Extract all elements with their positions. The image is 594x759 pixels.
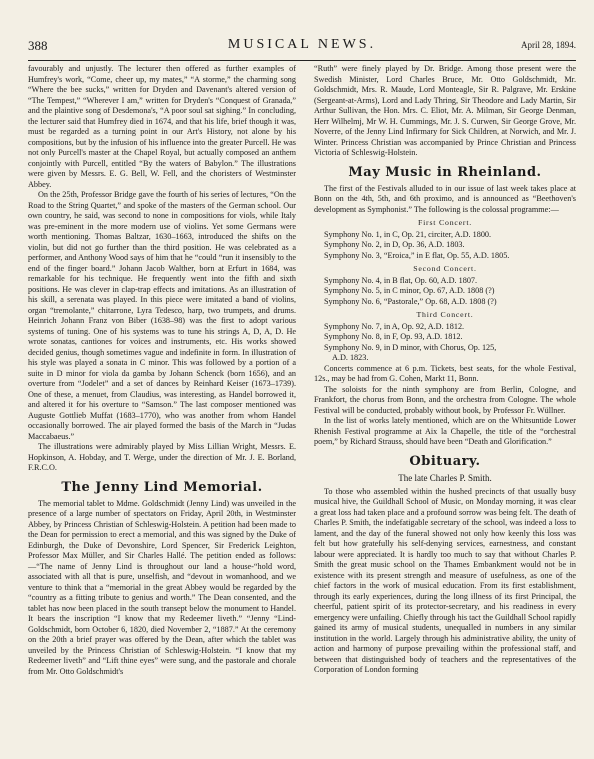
symphony-line: Symphony No. 7, in A, Op. 92, A.D. 1812. bbox=[324, 321, 465, 331]
paragraph: “Ruth” were finely played by Dr. Bridge. Among those present were the Swedish Minister, Lord Charles Bruce, Mr. Otto Goldschmidt, Mr. Goldschmidt, Mrs. R. Maude, Lord Monteagle, Sir R. Palgrave, Mr. Erskine (Sergeant-at-Arms), Lord and Lady Thring, Sir Theodore and Lady Martin, Sir Arthur Sullivan, the Hon. Mrs. C. Eliot, Mr. A. Milman, Sir George Denman, Herr Wilhelmj, Mr W. H. Cummings, Mr. J. S. Curwen, Sir George Grove, Mr. Noverre, of the Jenny Lind Infirmary for Sick Children, at Norwich, and Mr. J. Winter. Princess Christian was accompanied by Prince Christian and Princess Victoria of Schleswig-Holstein. bbox=[314, 64, 576, 157]
page-header bbox=[28, 34, 576, 54]
symphony-line: Symphony No. 4, in B flat, Op. 60, A.D. 1807. bbox=[324, 275, 478, 285]
paragraph: On the 25th, Professor Bridge gave the fourth of his series of lectures, “On the Road to the String Quartet,” and spoke of the masters of the German school. Our own country, he said, was second to none in compositions for viols, while Italy was pre-eminent in the more modern use of violins. Yet some Germans were worth mentioning. Thomas Baltzar, 1630–1663, introduced the shifts on the violin, but did not go further than the third position. He was celebrated as a performer, and Anthony Wood says of him that he “could “run it insensibly to the end of the finger board.” Johann Jacob Walther, born at Erfurt in 1684, was remarkable for his technique. He frequently went into the fifth and sixth positions. He was clever in clap-trap effects and imitations. As an illustration of his skill, a serenata was played. In this piece were imitated a band of violins, organ “tremolante,” chitarrone, Lyra Tedesco, harp, two trumpets, and drums. Heinrich Johann Franz von Biber (1638–98) was the first to adopt various systems of tuning. One of his systems was to tune his strings A, D, A, D. He wrote sonatas, cantiones for voices and instruments, etc. His works showed decided genius, though sometimes vague and indefinite in form. In illustration of his style was played a sonata in C minor. This was followed by a portion of a suite in D minor for viola da gamba by Johann Schenck (born 1656), and an overture from “Jodelet” and a set of dances by Reinhard Keiser (1673–1739). One of these, a menuet, from Claudius, was interesting, as Handel borrowed it, and altered it for his overture to “Samson.” The last composer mentioned was Auguste Gottlieb Muffat (1683–1770), who was another from whom Handel occasionally borrowed. The air played formed the basis of the March in “Judas Maccabaeus.” bbox=[28, 190, 296, 441]
paragraph: The first of the Festivals alluded to in our issue of last week takes place at Bonn on the 4th, 5th, and 6th proximo, and is announced as “Beethoven's development as Symphonist.” The following is the colossal programme:— bbox=[314, 183, 576, 214]
concert-heading: Second Concert. bbox=[413, 264, 477, 273]
paragraph: The memorial tablet to Mdme. Goldschmidt (Jenny Lind) was unveiled in the presence of a large number of spectators on Friday, April 20th, in Westminster Abbey, by Princess Christian of Schleswig-Holstein. A petition had been made to the Dean for permission to erect a memorial, and this was signed by the Duke of Edinburgh, the Duke of Devonshire, Lord Spencer, Sir Frederick Leighton, Professor Max Müller, and Sir Charles Hallé. The petition ended as follows:—“The name of Jenny Lind is throughout our land a house-“hold word, associated with all that is pure, unselfish, and “devout in womanhood, and we venture to think that a “memorial in the great Abbey would be regarded by the “country as a fitting tribute to genius and worth.” The Dean consented, and the tablet has now been placed in the south transept below the monument to Handel. It bears the inscription “I know that my Redeemer liveth.” “Jenny “Lind-Goldschmidt, born October 6, 1820, died November 2, “1887.” At the ceremony on the 20th a brief prayer was offered by the Dean, after which the tablet was unveiled by the Princess Christian of Schleswig-Holstein. “I know that my Redeemer liveth” and “Lift thine eyes” were sung, and the pastorale and chorale from Mr. Otto Goldschmidt's bbox=[28, 498, 296, 676]
symphony-line: Symphony No. 3, “Eroica,” in E flat, Op. 55, A.D. 1805. bbox=[324, 250, 510, 260]
paragraph: To those who assembled within the hushed precincts of that usually busy musical hive, the Guildhall School of Music, on Monday morning, it was clear a great loss had taken place and a profound sorrow was being felt. The death of Charles P. Smith, the indefatigable secretary of the school, was indeed a loss to lament, and the day of the funeral showed not only how keenly this loss was felt but how gratefully his self-denying services, earnestness, and constant labour were appreciated. It is hardly too much to say that without Charles P. Smith the great music school on the Thames Embankment would not be in existence with its present strength and measure of usefulness, as one of the chief factors in the work of musical education. From its first establishment, through its early experiences, during the long illness of its first Principal, the cheerful, patient spirit of its protector-secretary, and his readiness in every emergency were unfailing. Chiefly through his tact the Guildhall School rapidly gained its army of musical students, unequalled in numbers in any similar institution in the world. Largely through his administrative ability, the unity of action and harmony of purpose prevailing within the professional staff, and between that distinguished body of teachers and the representatives of the Corporation of London forming bbox=[314, 486, 577, 674]
symphony-line: Symphony No. 2, in D, Op. 36, A.D. 1803. bbox=[324, 240, 465, 249]
issue-date: April 28, 1894. bbox=[521, 40, 576, 50]
page-number: 388 bbox=[28, 38, 48, 53]
right-column bbox=[314, 64, 576, 676]
paragraph: The soloists for the ninth symphony are from Berlin, Cologne, and Frankfort, the chorus from Bonn, and the orchestra from Cologne. The whole Festival will be conducted, probably without book, by Professor Fr. Wüllner. bbox=[314, 384, 576, 415]
obituary-subject: The late Charles P. Smith. bbox=[398, 472, 492, 483]
heading-may-music-rheinland: May Music in Rheinland. bbox=[348, 164, 542, 180]
symphony-line: A.D. 1823. bbox=[332, 353, 369, 362]
paragraph: The illustrations were admirably played by Miss Lillian Wright, Messrs. E. Hopkinson, A. Hobday, and T. Werge, under the direction of Mr. J. E. Borland, F.R.C.O. bbox=[28, 442, 296, 472]
concert-heading: Third Concert. bbox=[416, 310, 474, 319]
symphony-line: Symphony No. 8, in F, Op. 93, A.D. 1812. bbox=[324, 332, 463, 341]
header-rule bbox=[28, 60, 576, 61]
heading-obituary: Obituary. bbox=[409, 453, 481, 469]
symphony-line: Symphony No. 1, in C, Op. 21, circiter, A.D. 1800. bbox=[324, 229, 492, 239]
publication-title: MUSICAL NEWS. bbox=[227, 37, 377, 52]
left-column bbox=[28, 64, 296, 677]
symphony-line: Symphony No. 6, “Pastorale,” Op. 68, A.D. 1808 (?) bbox=[324, 296, 497, 306]
paragraph: Concerts commence at 6 p.m. Tickets, best seats, for the whole Festival, 12s., may be had from G. Cohen, Markt 11, Bonn. bbox=[314, 363, 576, 383]
heading-jenny-lind-memorial: The Jenny Lind Memorial. bbox=[61, 479, 263, 495]
symphony-line: Symphony No. 9, in D minor, with Chorus, Op. 125, bbox=[324, 342, 497, 352]
concert-heading: First Concert. bbox=[417, 218, 473, 227]
paragraph: favourably and unjustly. The lecturer then offered as further examples of Humfrey's work, “Come, cheer up, my mates,” “A storme,” the charming song “Where the bee sucks,” written for Dryden and Davenant's altered version of “The Tempest,” “Wherever I am,” written for Dryden's “Conquest of Granada,” and the plaintive song of Desdemona's, “A poor soul sat sighing.” In concluding, the lecturer said that Humfrey died in 1674, and that his life, brief though it was, must be regarded as a turning point in our Art's History, not alone by his compositions, but by the infusion of his influence into the greater Purcell. He was not only Purcell's master at the Chapel Royal, but actually composed an anthem conjointly with Purcell, entitled “By the waters of Babylon.” The illustrations were given by Messrs. E. G. Bell, W. Fell, and the choristers of Westminster Abbey. bbox=[28, 64, 296, 189]
paragraph: In the list of works lately mentioned, which are on the Whitsuntide Lower Rhenish Festival programme at Aix la Chapelle, the title of the “orchestral poem,” by Richard Strauss, should have been “Death and Glorification.” bbox=[314, 416, 576, 446]
symphony-line: Symphony No. 5, in C minor, Op. 67, A.D. 1808 (?) bbox=[324, 286, 495, 295]
